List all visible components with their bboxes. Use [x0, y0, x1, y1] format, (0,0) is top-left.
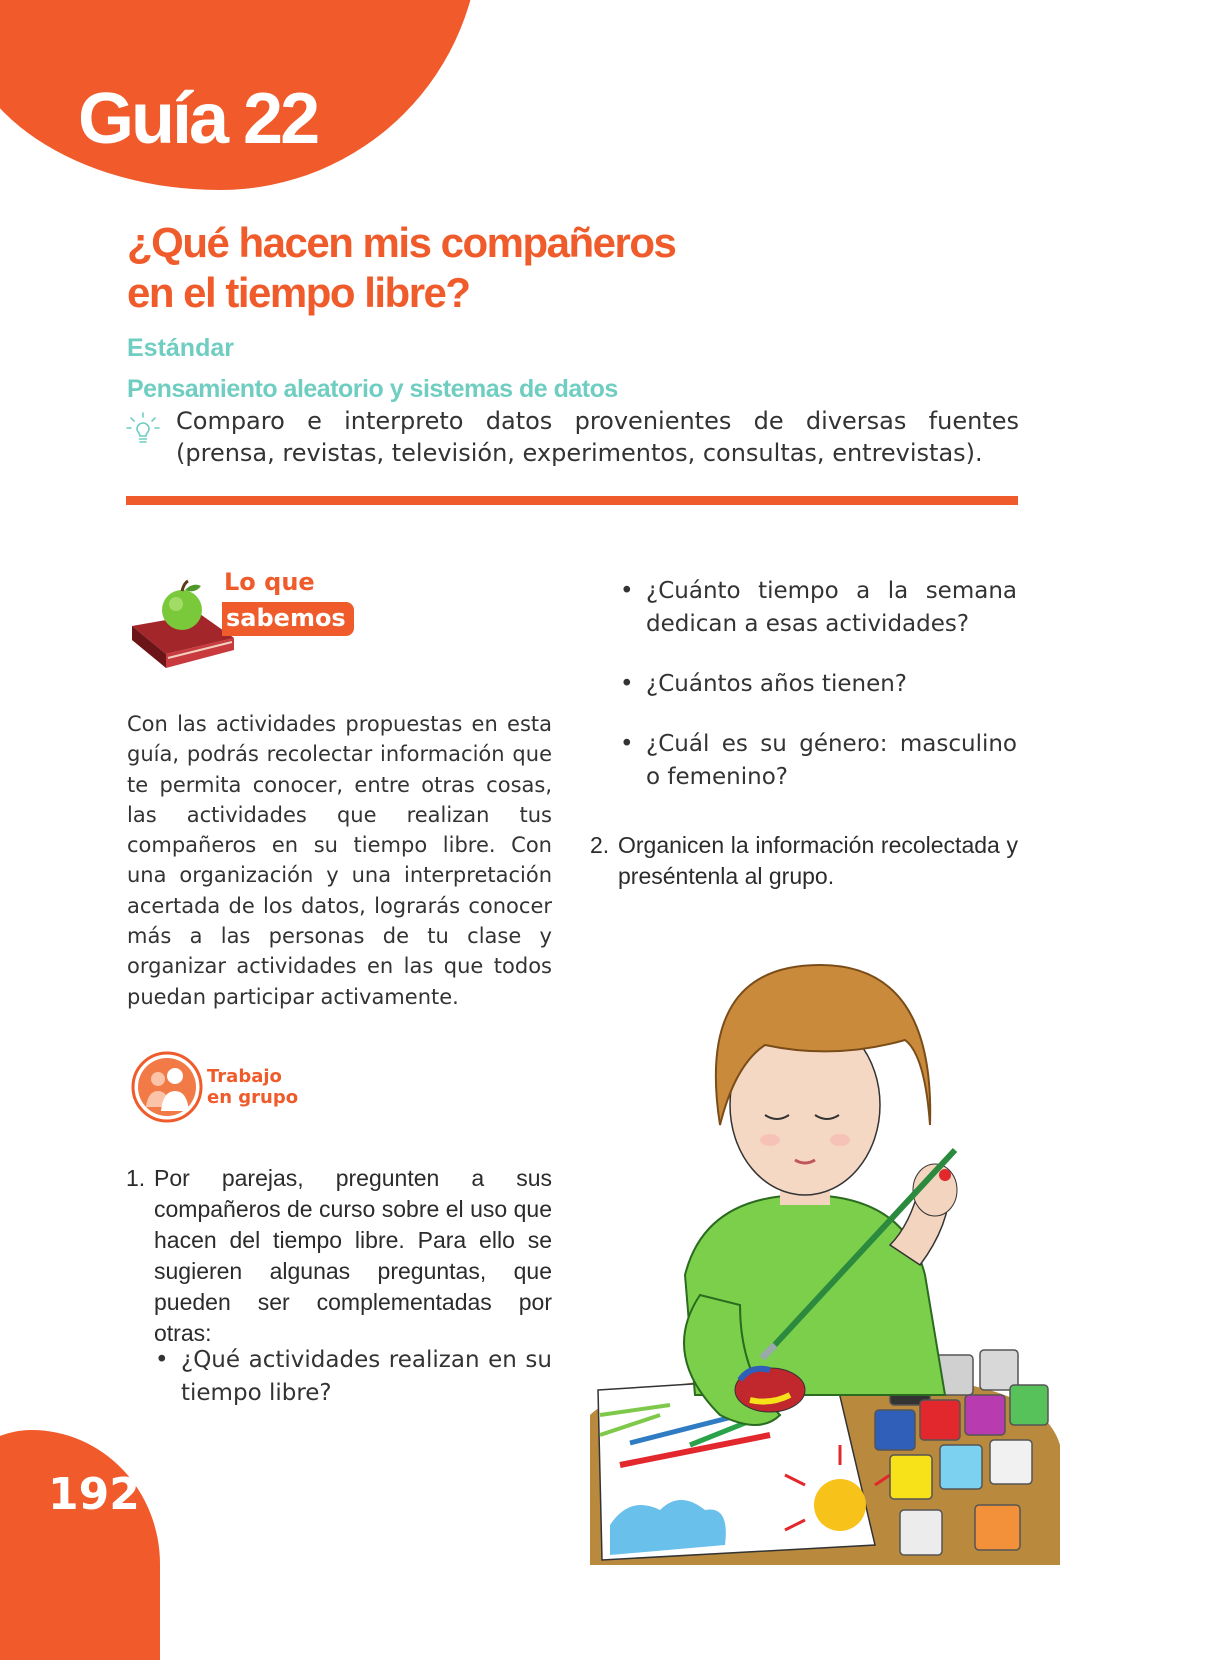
divider: [126, 496, 1018, 505]
group-work-label-1: Trabajo: [207, 1066, 282, 1087]
lightbulb-icon: [126, 412, 160, 446]
child-painting-illustration: [590, 945, 1060, 1565]
activity-1-text: Por parejas, pregunten a sus compañeros de curso sobre el uso que hacen del tiempo libre. Para ello se sugieren algunas preguntas, que pueden ser complementadas por otras:: [154, 1165, 552, 1346]
group-work-label-2: en grupo: [207, 1087, 299, 1108]
group-work-icon: [131, 1051, 203, 1123]
page-title: [127, 218, 827, 318]
guide-title: Guía 22: [78, 79, 318, 159]
page-title-line-2: en el tiempo libre?: [127, 269, 470, 316]
question-1-text: ¿Qué actividades realizan en su tiempo libre?: [181, 1347, 552, 1406]
page-number: 192: [48, 1469, 140, 1520]
activity-1: [126, 1163, 552, 1349]
question-3-text: ¿Cuántos años tienen?: [646, 671, 908, 697]
group-work-label: [207, 1066, 298, 1108]
question-1: [155, 1344, 552, 1410]
intro-paragraph: Con las actividades propuestas en esta guía, podrás recolectar información que te permita conocer, entre otras cosas, las actividades que realizan tus compañeros en su tiempo libre. Con una organización y una interpretación acertada de los datos, lograrás conocer más a las personas de tu clase y organizar actividades en las que todos puedan participar activamente.: [127, 712, 552, 1009]
page-number-shape: [0, 1430, 160, 1660]
bullet-icon: •: [620, 731, 634, 757]
lo-que-sabemos-label-2: sabemos: [222, 602, 354, 636]
question-3: [620, 668, 1017, 701]
question-2-text: ¿Cuánto tiempo a la semana dedican a esas actividades?: [646, 578, 1017, 637]
bullet-icon: •: [155, 1347, 169, 1373]
activity-1-number: 1.: [126, 1165, 146, 1191]
standard-text: Comparo e interpreto datos provenientes de diversas fuentes (prensa, revistas, televisión, experimentos, consultas, entrevistas).: [176, 407, 1019, 467]
bullet-icon: •: [620, 578, 634, 604]
standard-area: Pensamiento aleatorio y sistemas de datos: [127, 375, 618, 403]
activity-2-text: Organicen la información recolectada y preséntenla al grupo.: [618, 832, 1018, 889]
question-4-text: ¿Cuál es su género: masculino o femenino?: [646, 731, 1017, 790]
question-2: [620, 575, 1017, 641]
question-4: [620, 728, 1017, 794]
activity-2: [590, 830, 1018, 892]
standard-label: Estándar: [127, 334, 234, 362]
page-title-line-1: ¿Qué hacen mis compañeros: [127, 219, 676, 266]
lo-que-sabemos-label-1: Lo que: [224, 568, 315, 596]
activity-2-number: 2.: [590, 832, 610, 858]
bullet-icon: •: [620, 671, 634, 697]
